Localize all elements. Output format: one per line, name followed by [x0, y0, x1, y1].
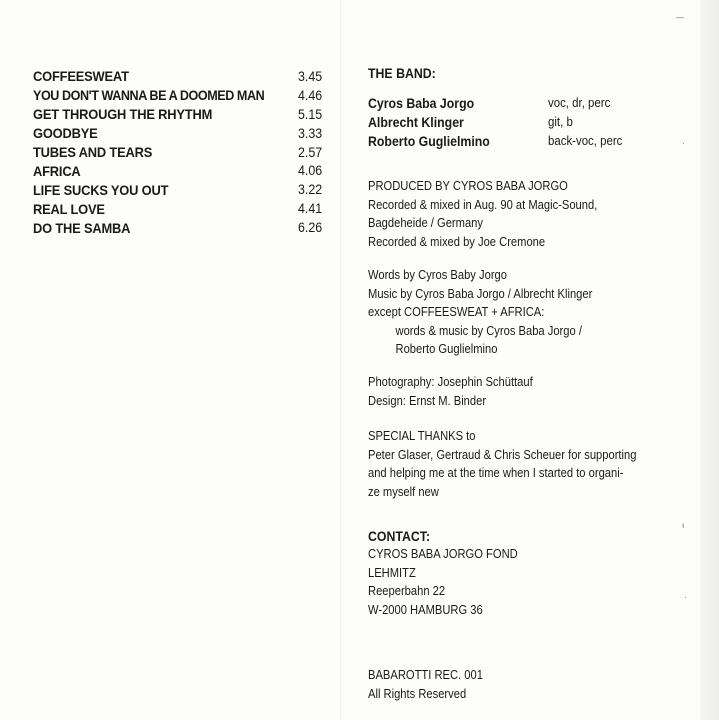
thanks-line: Peter Glaser, Gertraud & Chris Scheuer for supporting: [368, 446, 637, 462]
track-title: TUBES AND TEARS: [33, 144, 153, 160]
track-title: YOU DON'T WANNA BE A DOOMED MAN: [33, 87, 265, 104]
edge-mark: ı: [682, 521, 685, 530]
thanks-line: ze myself new: [368, 483, 439, 499]
track-title: REAL LOVE: [33, 200, 105, 217]
track-title: COFFEESWEAT: [33, 68, 129, 85]
design-line: Photography: Josephin Schüttauf: [368, 374, 533, 389]
track-duration: 4.41: [298, 201, 323, 217]
track-duration: 6.26: [298, 220, 323, 236]
track-row: [33, 161, 333, 180]
production-line: Recorded & mixed by Joe Cremone: [368, 233, 546, 249]
edge-mark: ·: [682, 139, 685, 148]
production-line: PRODUCED BY CYROS BABA JORGO: [368, 178, 568, 193]
band-members: [368, 93, 698, 150]
track-duration: 3.45: [298, 68, 323, 84]
member-role: back-voc, perc: [548, 133, 623, 148]
member-role: git, b: [548, 114, 573, 129]
design-line: Design: Ernst M. Binder: [368, 392, 487, 408]
design-credits: [368, 373, 560, 410]
track-title: DO THE SAMBA: [33, 219, 131, 236]
track-title: GET THROUGH THE RHYTHM: [33, 106, 213, 123]
page-fold: [340, 0, 341, 720]
credit-line: except COFFEESWEAT + AFRICA:: [368, 304, 545, 319]
credit-line: Roberto Guglielmino: [395, 341, 498, 356]
band-heading: THE BAND:: [368, 65, 436, 81]
songwriting-credits: [368, 266, 629, 359]
band-member: [368, 112, 698, 131]
track-title: GOODBYE: [33, 125, 98, 142]
contact-heading: CONTACT:: [368, 528, 431, 544]
rights-notice: All Rights Reserved: [368, 685, 467, 701]
contact-line: Reeperbahn 22: [368, 583, 446, 598]
paper-edge: [700, 0, 719, 720]
member-role: voc, dr, perc: [548, 95, 611, 110]
credit-line: words & music by Cyros Baba Jorgo /: [395, 322, 582, 338]
track-row: [33, 180, 333, 199]
contact-line: W-2000 HAMBURG 36: [368, 601, 483, 617]
production-line: Recorded & mixed in Aug. 90 at Magic-Sound,: [368, 196, 598, 212]
member-name: Albrecht Klinger: [368, 113, 464, 130]
band-member: [368, 131, 698, 150]
track-row: [33, 199, 333, 218]
credit-line: Music by Cyros Baba Jorgo / Albrecht Klinger: [368, 285, 593, 301]
track-duration: 2.57: [298, 144, 323, 160]
thanks-line: and helping me at the time when I started to organi-: [368, 465, 624, 480]
contact-line: CYROS BABA JORGO FOND: [368, 546, 518, 561]
thanks-line: SPECIAL THANKS to: [368, 428, 476, 443]
credit-line: Words by Cyros Baby Jorgo: [368, 267, 507, 282]
label-catalog: BABAROTTI REC. 001: [368, 667, 483, 682]
member-name: Roberto Guglielmino: [368, 132, 490, 149]
track-duration: 4.46: [298, 87, 323, 103]
contact-section: [368, 527, 542, 619]
record-label: [368, 666, 502, 703]
contact-line: LEHMITZ: [368, 564, 416, 580]
member-name: Cyros Baba Jorgo: [368, 94, 475, 111]
track-duration: 3.33: [298, 125, 323, 141]
band-section: [368, 64, 698, 82]
track-duration: 4.06: [298, 163, 323, 179]
track-row: [33, 86, 333, 105]
track-row: [33, 218, 333, 237]
track-row: [33, 124, 333, 143]
track-row: [33, 67, 333, 86]
track-list: [33, 67, 333, 237]
band-member: [368, 93, 698, 112]
edge-mark: —: [676, 13, 684, 22]
edge-mark: ·: [684, 593, 687, 602]
track-title: LIFE SUCKS YOU OUT: [33, 181, 169, 198]
track-duration: 5.15: [298, 106, 323, 122]
track-duration: 3.22: [298, 182, 323, 198]
track-title: AFRICA: [33, 162, 81, 179]
track-row: [33, 105, 333, 124]
production-line: Bagdeheide / Germany: [368, 215, 483, 230]
special-thanks: [368, 427, 680, 501]
track-row: [33, 143, 333, 162]
production-credits: [368, 177, 635, 251]
